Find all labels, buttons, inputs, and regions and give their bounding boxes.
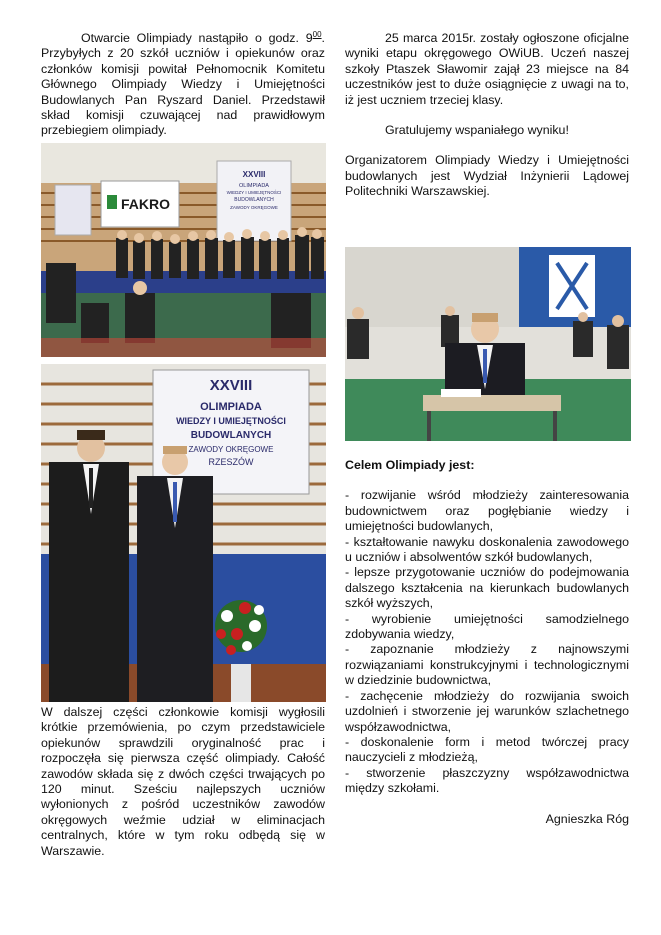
photo-two-students [41, 364, 326, 702]
time-superscript: 00 [312, 29, 322, 39]
goal-item: - rozwijanie wśród młodzieży zainteresowania budownictwem oraz pogłębianie wiedzy i umiejętności budowlanych, [345, 488, 629, 534]
organizer-paragraph: Organizatorem Olimpiady Wiedzy i Umiejętności budowlanych jest Wydział Inżynierii Lądowej Politechniki Warszawskiej. [345, 153, 629, 199]
left-column-top [41, 31, 325, 139]
goal-item: - zachęcenie młodzieży do rozwijania swoich uzdolnień i stworzenie jej warunków szlachetnego współzawodnictwa, [345, 688, 629, 734]
goal-item: - zapoznanie młodzieży z najnowszymi rozwiązaniami konstrukcyjnymi i technologicznymi w dziedzinie budownictwa, [345, 642, 629, 688]
goals-heading: Celem Olimpiady jest: [345, 458, 475, 472]
large-banner-line: ZAWODY OKRĘGOWE [188, 445, 274, 454]
small-banner-line: XXVIII [242, 170, 266, 179]
photo-opening-ceremony [41, 143, 326, 357]
closing-paragraph: W dalszej części członkowie komisji wygłosili krótkie przemówienia, po czym przedstawiciele opiekunów sprawdzili oryginalność prac i rozpoczęła się pierwsza część olimpiady. Całość zawodów składa się z dwóch części trwających po 120 minut. Sześciu najlepszych uczniów wyłonionych z pośród uczestników zawodów okręgowych weźmie udział w eliminacjach centralnych, które w tym roku odbędą się w Warszawie. [41, 705, 325, 858]
intro-paragraph [41, 31, 325, 139]
large-banner-line: OLIMPIADA [200, 401, 262, 413]
small-banner-line: ZAWODY OKRĘGOWE [230, 205, 278, 210]
small-banner-line: OLIMPIADA [239, 183, 269, 189]
goals-list [345, 488, 629, 796]
goal-item: - doskonalenie form i metod twórczej pracy nauczycieli z młodzieżą, [345, 734, 629, 765]
intro-text-start: Otwarcie Olimpiady nastąpiło o godz. 9 [81, 31, 313, 45]
fakro-banner-text: FAKRO [121, 196, 170, 212]
large-banner-line: BUDOWLANYCH [190, 430, 272, 441]
goal-item: - lepsze przygotowanie uczniów do podejmowania dalszego kształcenia na kierunkach budowlanych szkół wyższych, [345, 565, 629, 611]
goal-item: - stworzenie płaszczyzny współzawodnictwa między szkołami. [345, 765, 629, 796]
right-column-bottom [345, 458, 629, 827]
photo-student-at-desk [345, 229, 631, 441]
goal-item: - wyrobienie umiejętności samodzielnego zdobywania wiedzy, [345, 611, 629, 642]
large-banner-line: WIEDZY I UMIEJĘTNOŚCI [176, 416, 286, 426]
congratulations-text: Gratulujemy wspaniałego wyniku! [385, 123, 569, 138]
small-banner-line: BUDOWLANYCH [234, 197, 274, 203]
small-banner-line: WIEDZY I UMIEJĘTNOŚCI [226, 190, 282, 195]
right-column-top [345, 31, 629, 200]
results-paragraph: 25 marca 2015r. zostały ogłoszone oficjalne wyniki etapu okręgowego OWiUB. Uczeń naszej szkoły Ptaszek Sławomir zajął 23 miejsce na 84 uczestników jest to duże osiągnięcie z uwagi na to, iż jest uczniem trzeciej klasy. [345, 31, 629, 107]
large-banner-line: XXVIII [209, 377, 253, 394]
large-banner-line: RZESZÓW [208, 457, 254, 467]
goal-item: - kształtowanie nawyku doskonalenia zawodowego u uczniów i absolwentów szkół budowlanych, [345, 534, 629, 565]
left-column-bottom [41, 705, 325, 859]
intro-text-rest: . Przybyłych z 20 szkół uczniów i opiekunów oraz członków komisji powitał Pełnomocnik Komitetu Głównego Olimpiady Wiedzy i Umiejętności Budowlanych Pan Ryszard Daniel. Przedstawił skład komisji czuwającej nad prawidłowym przebiegiem olimpiady. [41, 31, 325, 138]
author-signature: Agnieszka Róg [545, 811, 629, 826]
